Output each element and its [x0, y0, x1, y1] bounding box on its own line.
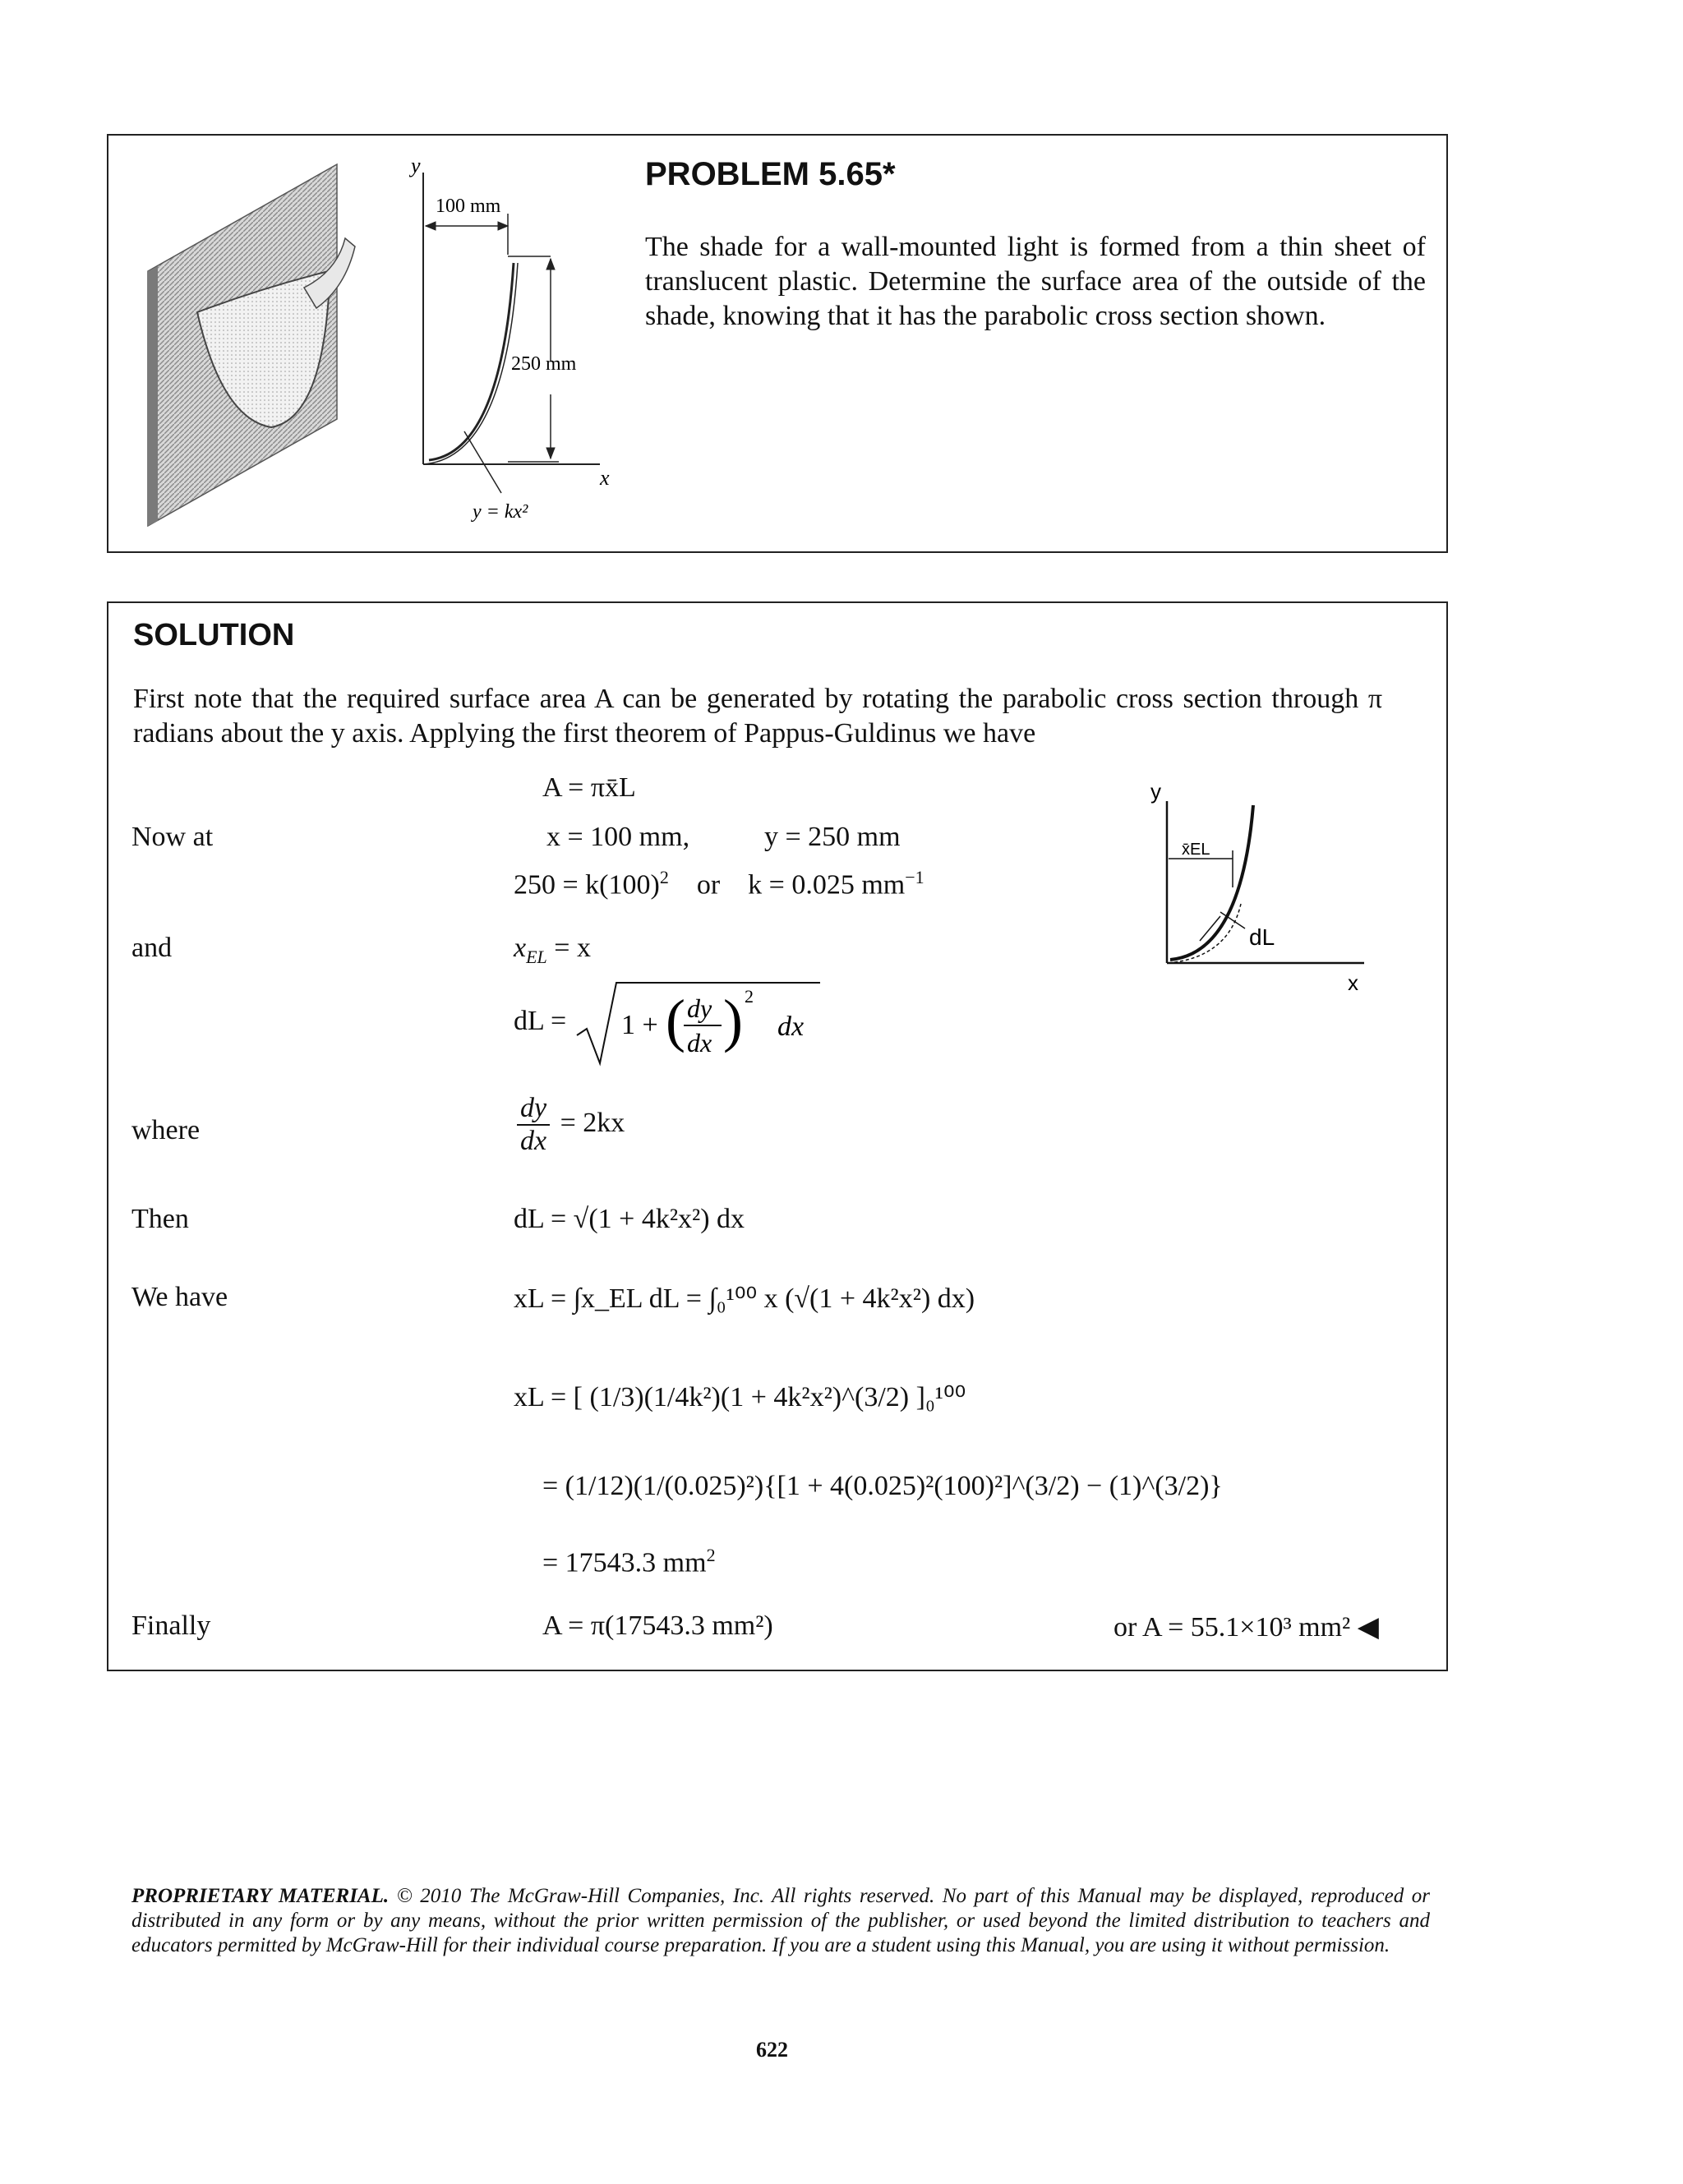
label-and: and	[131, 933, 173, 963]
eq-dydx-rhs: = 2kx	[560, 1107, 625, 1138]
eq-xel-rhs: = x	[554, 933, 591, 963]
fig-x-label: x	[600, 466, 610, 490]
eq-y-value: y = 250 mm	[764, 822, 901, 852]
eq-result: = 17543.3 $mm^2$	[542, 1545, 716, 1578]
label-now-at: Now at	[131, 822, 214, 852]
eq-pappus: A = πx̄L	[542, 772, 636, 803]
svg-text:1 +: 1 +	[620, 1010, 658, 1040]
label-then: Then	[131, 1204, 189, 1234]
cross-section	[423, 173, 600, 493]
label-finally: Finally	[131, 1610, 211, 1641]
svg-text:dx: dx	[686, 1028, 712, 1057]
eq-result-value: = 17543.3 mm	[542, 1547, 707, 1578]
eq-k-rhs: k = 0.025 mm	[748, 869, 906, 901]
copyright-notice	[131, 1884, 1430, 1958]
fig-height-dim: 250 mm	[511, 353, 577, 375]
svg-text:2: 2	[744, 986, 754, 1007]
sqrt-dl-graphic	[574, 978, 828, 1068]
solution-heading: SOLUTION	[133, 618, 295, 652]
answer-text: or A = 55.1×10³ mm²	[1114, 1612, 1351, 1643]
page-number: 622	[756, 2038, 788, 2062]
copyright-text: © 2010 The McGraw-Hill Companies, Inc. All rights reserved. No part of this Manual may be displayed, reproduced or distributed in any form or by any means, without the prior written permission of the publisher, or used beyond the limited distribution to teachers and educators permitted by McGraw-Hill for their individual course preparation. If you are a student using this Manual, you are using it without permission.	[131, 1885, 1430, 1956]
solution-sketch	[1150, 781, 1381, 998]
eq-xel	[514, 933, 591, 968]
sketch-xel-label: x̄EL	[1182, 841, 1210, 859]
problem-figure	[140, 148, 633, 542]
eq-numeric: = (1/12)(1/(0.025)²){[1 + 4(0.025)²(100)²]^(3/2) − (1)^(3/2)}	[542, 1471, 1223, 1501]
solution-box	[107, 601, 1448, 1671]
eq-dl-definition	[514, 978, 828, 1068]
label-where: where	[131, 1115, 201, 1145]
svg-text:dy: dy	[686, 993, 712, 1023]
final-answer	[1114, 1610, 1379, 1643]
solution-intro: First note that the required surface area A can be generated by rotating the parabolic cross section through π radians about the y axis. Applying the first theorem of Pappus-Guldinus we have	[133, 684, 1382, 749]
eq-then: dL = √(1 + 4k²x²) dx	[514, 1204, 745, 1234]
eq-xl-evaluated: xL = [ (1/3)(1/4k²)(1 + 4k²x²)^(3/2) ]₀¹⁰⁰	[514, 1382, 966, 1412]
eq-dl-lhs: dL =	[514, 1005, 567, 1036]
svg-text:): )	[722, 988, 743, 1053]
eq-k-solve: $250 = k(100)^2$ or k = 0.025 $mm^{-1}$	[514, 867, 924, 901]
svg-text:(: (	[665, 988, 685, 1053]
problem-title: PROBLEM 5.65*	[645, 156, 896, 192]
label-we-have: We have	[131, 1282, 228, 1312]
fig-y-label: y	[411, 154, 421, 177]
svg-text:dx: dx	[777, 1011, 804, 1042]
sketch-dl-label: dL	[1249, 924, 1275, 950]
eq-xl-integral: xL = ∫x_EL dL = ∫₀¹⁰⁰ x (√(1 + 4k²x²) dx)	[514, 1283, 975, 1314]
copyright-bold: PROPRIETARY MATERIAL.	[131, 1885, 390, 1907]
eq-k-lhs: 250 = k(100)	[514, 869, 660, 901]
problem-statement: The shade for a wall-mounted light is formed from a thin sheet of translucent plastic. Determine the surface area of the outside of the shade, knowing that it has the parabolic cross section shown.	[645, 232, 1426, 331]
fig-width-dim: 100 mm	[436, 196, 501, 217]
eq-k-or: or	[696, 869, 721, 901]
eq-xel-x: x	[514, 933, 527, 963]
eq-final: A = π(17543.3 mm²)	[542, 1610, 773, 1641]
eq-derivative: $\frac{dy}{dx}$ = 2kx	[514, 1093, 625, 1157]
sketch-x-label: x	[1348, 970, 1358, 995]
eq-x-value: x = 100 mm,	[546, 822, 690, 852]
answer-marker: ◀	[1357, 1612, 1379, 1643]
eq-xel-sub: EL	[526, 946, 547, 967]
sketch-y-label: y	[1150, 781, 1161, 804]
fig-curve-label: y = kx²	[473, 501, 528, 523]
